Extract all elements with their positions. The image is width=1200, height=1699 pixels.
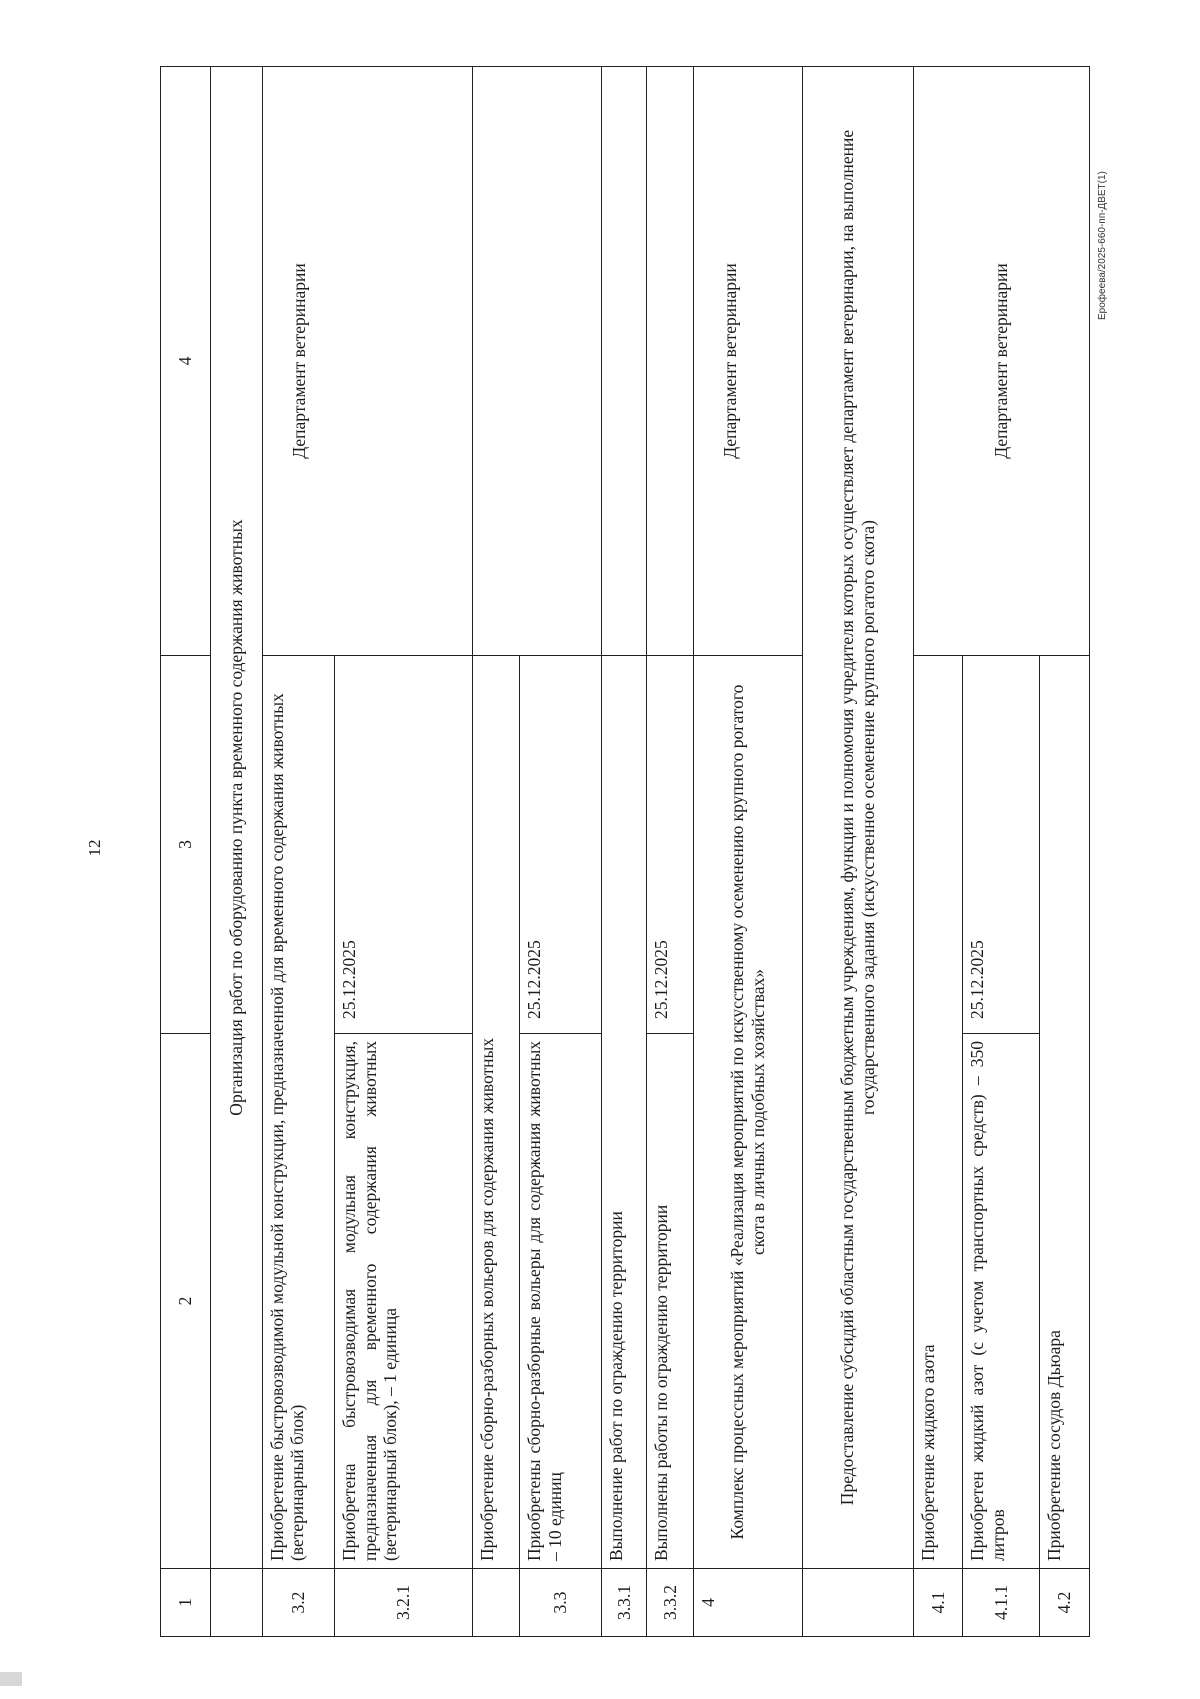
section-title: Организация работ по оборудованию пункта временного содержания животных xyxy=(210,67,262,1569)
table-row xyxy=(646,67,693,1637)
row-text: Приобретение жидкого азота xyxy=(913,656,963,1569)
table-row xyxy=(601,67,646,1637)
responsible-dept: Департамент ветеринарии xyxy=(262,67,472,656)
row-number: 3.3.2 xyxy=(646,1569,693,1637)
col-header-3: 3 xyxy=(161,656,211,1034)
row-number: 3.3 xyxy=(520,1569,601,1637)
document-footer-id: Ерофеева/2025-660-пп-ДВЕТ(1) xyxy=(1097,171,1108,320)
empty-cell xyxy=(472,1569,519,1637)
responsible-dept: Департамент ветеринарии xyxy=(694,67,802,656)
row-text: Приобретение сосудов Дьюара xyxy=(1040,656,1090,1569)
empty-cell xyxy=(472,67,601,656)
table-row xyxy=(210,67,262,1637)
table-row xyxy=(802,67,913,1637)
empty-cell xyxy=(210,1569,262,1637)
table-row xyxy=(913,67,963,1637)
row-text: Приобретена быстровозводимая модульная конструкция, предназначенная для временного содержания животных (ветеринарный блок), – 1 единица xyxy=(335,1034,473,1569)
scan-artifact xyxy=(0,1672,22,1686)
table-header-row xyxy=(161,67,211,1637)
table-wrapper xyxy=(160,67,1090,1637)
row-date: 25.12.2025 xyxy=(335,656,473,1034)
plan-table xyxy=(160,66,1090,1637)
row-number: 4.1.1 xyxy=(963,1569,1040,1637)
col-header-4: 4 xyxy=(161,67,211,656)
row-number: 3.3.1 xyxy=(601,1569,646,1637)
row-text: Приобретен жидкий азот (с учетом транспортных средств) – 350 литров xyxy=(963,1034,1040,1569)
table-row xyxy=(472,67,519,1637)
row-number: 3.2.1 xyxy=(335,1569,473,1637)
row-text: Приобретение сборно-разборных вольеров для содержания животных xyxy=(472,656,519,1569)
col-header-2: 2 xyxy=(161,1034,211,1569)
row-date: 25.12.2025 xyxy=(646,656,693,1034)
row-number: 3.2 xyxy=(262,1569,334,1637)
empty-cell xyxy=(646,67,693,656)
row-date: 25.12.2025 xyxy=(963,656,1040,1034)
row-number: 4.2 xyxy=(1040,1569,1090,1637)
row-text: Выполнены работы по ограждению территории xyxy=(646,1034,693,1569)
row-number: 4 xyxy=(694,1569,802,1637)
col-header-1: 1 xyxy=(161,1569,211,1637)
row-text: Приобретены сборно-разборные вольеры для содержания животных – 10 единиц xyxy=(520,1034,601,1569)
row-date: 25.12.2025 xyxy=(520,656,601,1034)
responsible-dept: Департамент ветеринарии xyxy=(913,67,1089,656)
row-text: Приобретение быстровозводимой модульной конструкции, предназначенной для временного содержания животных (ветеринарный блок) xyxy=(262,656,334,1569)
table-row xyxy=(694,67,802,1637)
subsidy-text: Предоставление субсидий областным государственным бюджетным учреждениям, функции и полномочия учредителя которых осуществляет департамент ветеринарии, на выполнение государственного задания (искусственное осеменение крупного рогатого скота) xyxy=(802,67,913,1569)
row-number: 4.1 xyxy=(913,1569,963,1637)
empty-cell xyxy=(601,67,646,656)
table-row xyxy=(262,67,334,1637)
empty-cell xyxy=(802,1569,913,1637)
row-text: Выполнение работ по ограждению территории xyxy=(601,656,646,1569)
page-number: 12 xyxy=(85,839,104,857)
row-text: Комплекс процессных мероприятий «Реализация мероприятий по искусственному осеменению крупного рогатого скота в личных подобных хозяйствах» xyxy=(694,656,802,1569)
